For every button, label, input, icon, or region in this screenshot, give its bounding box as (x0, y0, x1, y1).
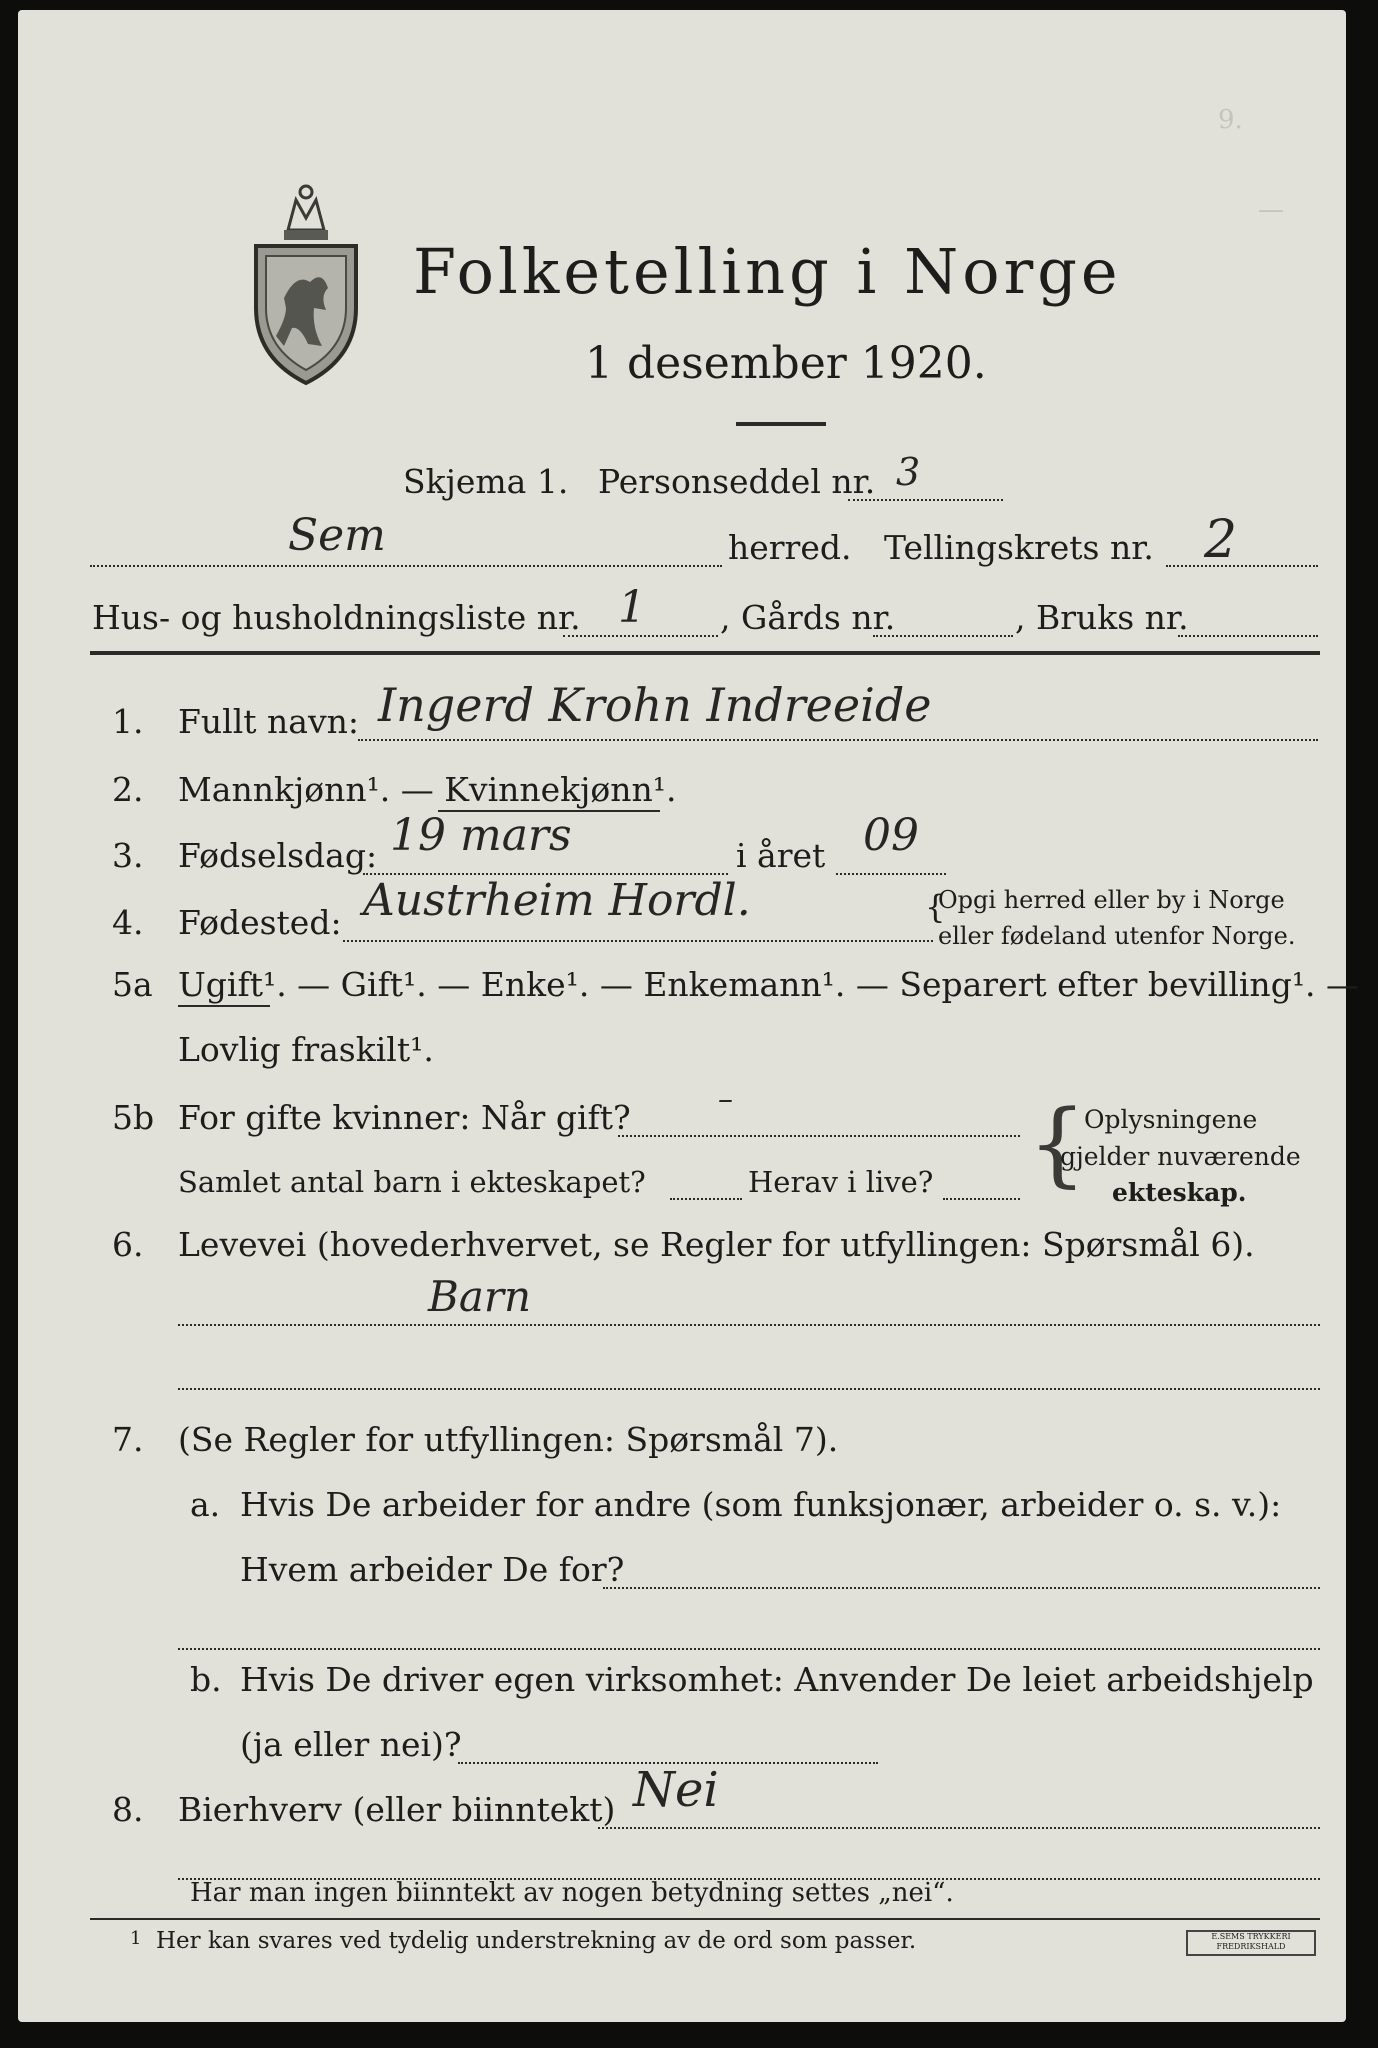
birthplace-note-2: eller fødeland utenfor Norge. (938, 922, 1296, 950)
birthdate-value[interactable]: 19 mars (390, 810, 572, 861)
herred-field-line (90, 565, 722, 567)
marital-status-options: Ugift¹. — Gift¹. — Enke¹. — Enkemann¹. — Separert efter bevilling¹. — (178, 965, 1360, 1004)
hus-value[interactable]: 1 (618, 582, 646, 633)
side-income-value[interactable]: Nei (633, 1762, 719, 1818)
side-income-note: Har man ingen biinntekt av nogen betydning settes „nei“. (190, 1878, 954, 1908)
married-when-field-line (618, 1135, 1020, 1137)
header-divider (90, 651, 1320, 655)
q7b-letter: b. (190, 1660, 222, 1699)
year-label: i året (736, 836, 826, 875)
q3-label: Fødselsdag: (178, 836, 378, 875)
q5b-number: 5b (112, 1098, 155, 1137)
form-title: Folketelling i Norge (413, 235, 1122, 308)
footnote-mark: 1 (130, 1928, 142, 1949)
q6-number: 6. (112, 1225, 144, 1264)
q5b-label: For gifte kvinner: Når gift? (178, 1098, 631, 1137)
personseddel-label: Personseddel nr. (598, 462, 876, 501)
gender-options: Mannkjønn¹. — Kvinnekjønn¹. (178, 770, 677, 809)
q2-number: 2. (112, 770, 144, 809)
q4-number: 4. (112, 903, 144, 942)
printer-stamp: E.SEMS TRYKKERI FREDRIKSHALD (1186, 1930, 1316, 1956)
bracket-icon: { (925, 888, 946, 926)
marriage-note-1: Oplysningene (1084, 1105, 1258, 1134)
q1-field-line (358, 739, 1318, 741)
birthyear-value[interactable]: 09 (863, 810, 919, 861)
tellingskrets-label: Tellingskrets nr. (884, 528, 1154, 567)
ugift-underline (178, 1005, 270, 1007)
q7b-text: Hvis De driver egen virksomhet: Anvender De leiet arbeidshjelp (240, 1660, 1314, 1699)
tellingskrets-value[interactable]: 2 (1204, 510, 1238, 570)
census-form-paper (18, 10, 1360, 2022)
footer-divider (90, 1918, 1320, 1920)
occupation-value[interactable]: Barn (428, 1272, 532, 1321)
alive-label: Herav i live? (748, 1165, 934, 1199)
bruks-field-line (1178, 635, 1318, 637)
occupation-field-line-1 (178, 1324, 1320, 1326)
q7a-employer-label: Hvem arbeider De for? (240, 1550, 625, 1589)
married-when-value[interactable]: – (718, 1082, 733, 1117)
skjema-label: Skjema 1. (403, 462, 569, 501)
q8-label: Bierhverv (eller biinntekt) (178, 1790, 616, 1829)
marriage-note-2: gjelder nuværende (1060, 1142, 1301, 1171)
footnote-text: Her kan svares ved tydelig understrekning av de ord som passer. (156, 1928, 917, 1954)
q1-number: 1. (112, 702, 144, 741)
q1-label: Fullt navn: (178, 702, 359, 741)
title-divider (736, 422, 826, 426)
q7b-hired-help-label: (ja eller nei)? (240, 1725, 462, 1764)
q7a-letter: a. (190, 1485, 221, 1524)
full-name-value[interactable]: Ingerd Krohn Indreeide (378, 678, 932, 732)
employer-field-line-2 (178, 1648, 1320, 1650)
bracket-icon: { (1028, 1090, 1087, 1197)
q4-label: Fødested: (178, 903, 342, 942)
q7-label: (Se Regler for utfyllingen: Spørsmål 7). (178, 1420, 839, 1459)
tellingskrets-field-line (1166, 565, 1318, 567)
children-field-line (670, 1198, 742, 1200)
side-income-field-line (598, 1827, 1320, 1829)
q5a-number: 5a (112, 965, 153, 1004)
marriage-note-3: ekteskap. (1112, 1178, 1247, 1207)
birthyear-field-line (836, 873, 946, 875)
marital-status-options-2: Lovlig fraskilt¹. (178, 1030, 434, 1069)
norwegian-coat-of-arms-icon (246, 178, 366, 388)
census-date: 1 desember 1920. (585, 338, 987, 389)
gards-field-line (873, 635, 1013, 637)
birthplace-value[interactable]: Austrheim Hordl. (363, 875, 751, 926)
herred-label: herred. (728, 528, 852, 567)
employer-field-line (603, 1587, 1320, 1589)
gards-label: , Gårds nr. (720, 598, 896, 637)
birthplace-note-1: Opgi herred eller by i Norge (938, 886, 1285, 914)
q8-number: 8. (112, 1790, 144, 1829)
q3-number: 3. (112, 836, 144, 875)
q6-label: Levevei (hovederhvervet, se Regler for utfyllingen: Spørsmål 6). (178, 1225, 1255, 1264)
q7-number: 7. (112, 1420, 144, 1459)
q7a-text: Hvis De arbeider for andre (som funksjonær, arbeider o. s. v.): (240, 1485, 1282, 1524)
bleed-through-text: 9. (1218, 105, 1243, 135)
birthplace-field-line (343, 940, 933, 942)
bleed-through-text: — (1258, 195, 1284, 225)
children-label: Samlet antal barn i ekteskapet? (178, 1165, 646, 1199)
bruks-label: , Bruks nr. (1015, 598, 1189, 637)
hus-label: Hus- og husholdningsliste nr. (92, 598, 581, 637)
hus-field-line (563, 635, 718, 637)
occupation-field-line-2 (178, 1388, 1320, 1390)
personseddel-value[interactable]: 3 (896, 450, 921, 494)
personseddel-field-line (848, 499, 1003, 501)
herred-value[interactable]: Sem (288, 510, 386, 561)
alive-field-line (943, 1198, 1020, 1200)
